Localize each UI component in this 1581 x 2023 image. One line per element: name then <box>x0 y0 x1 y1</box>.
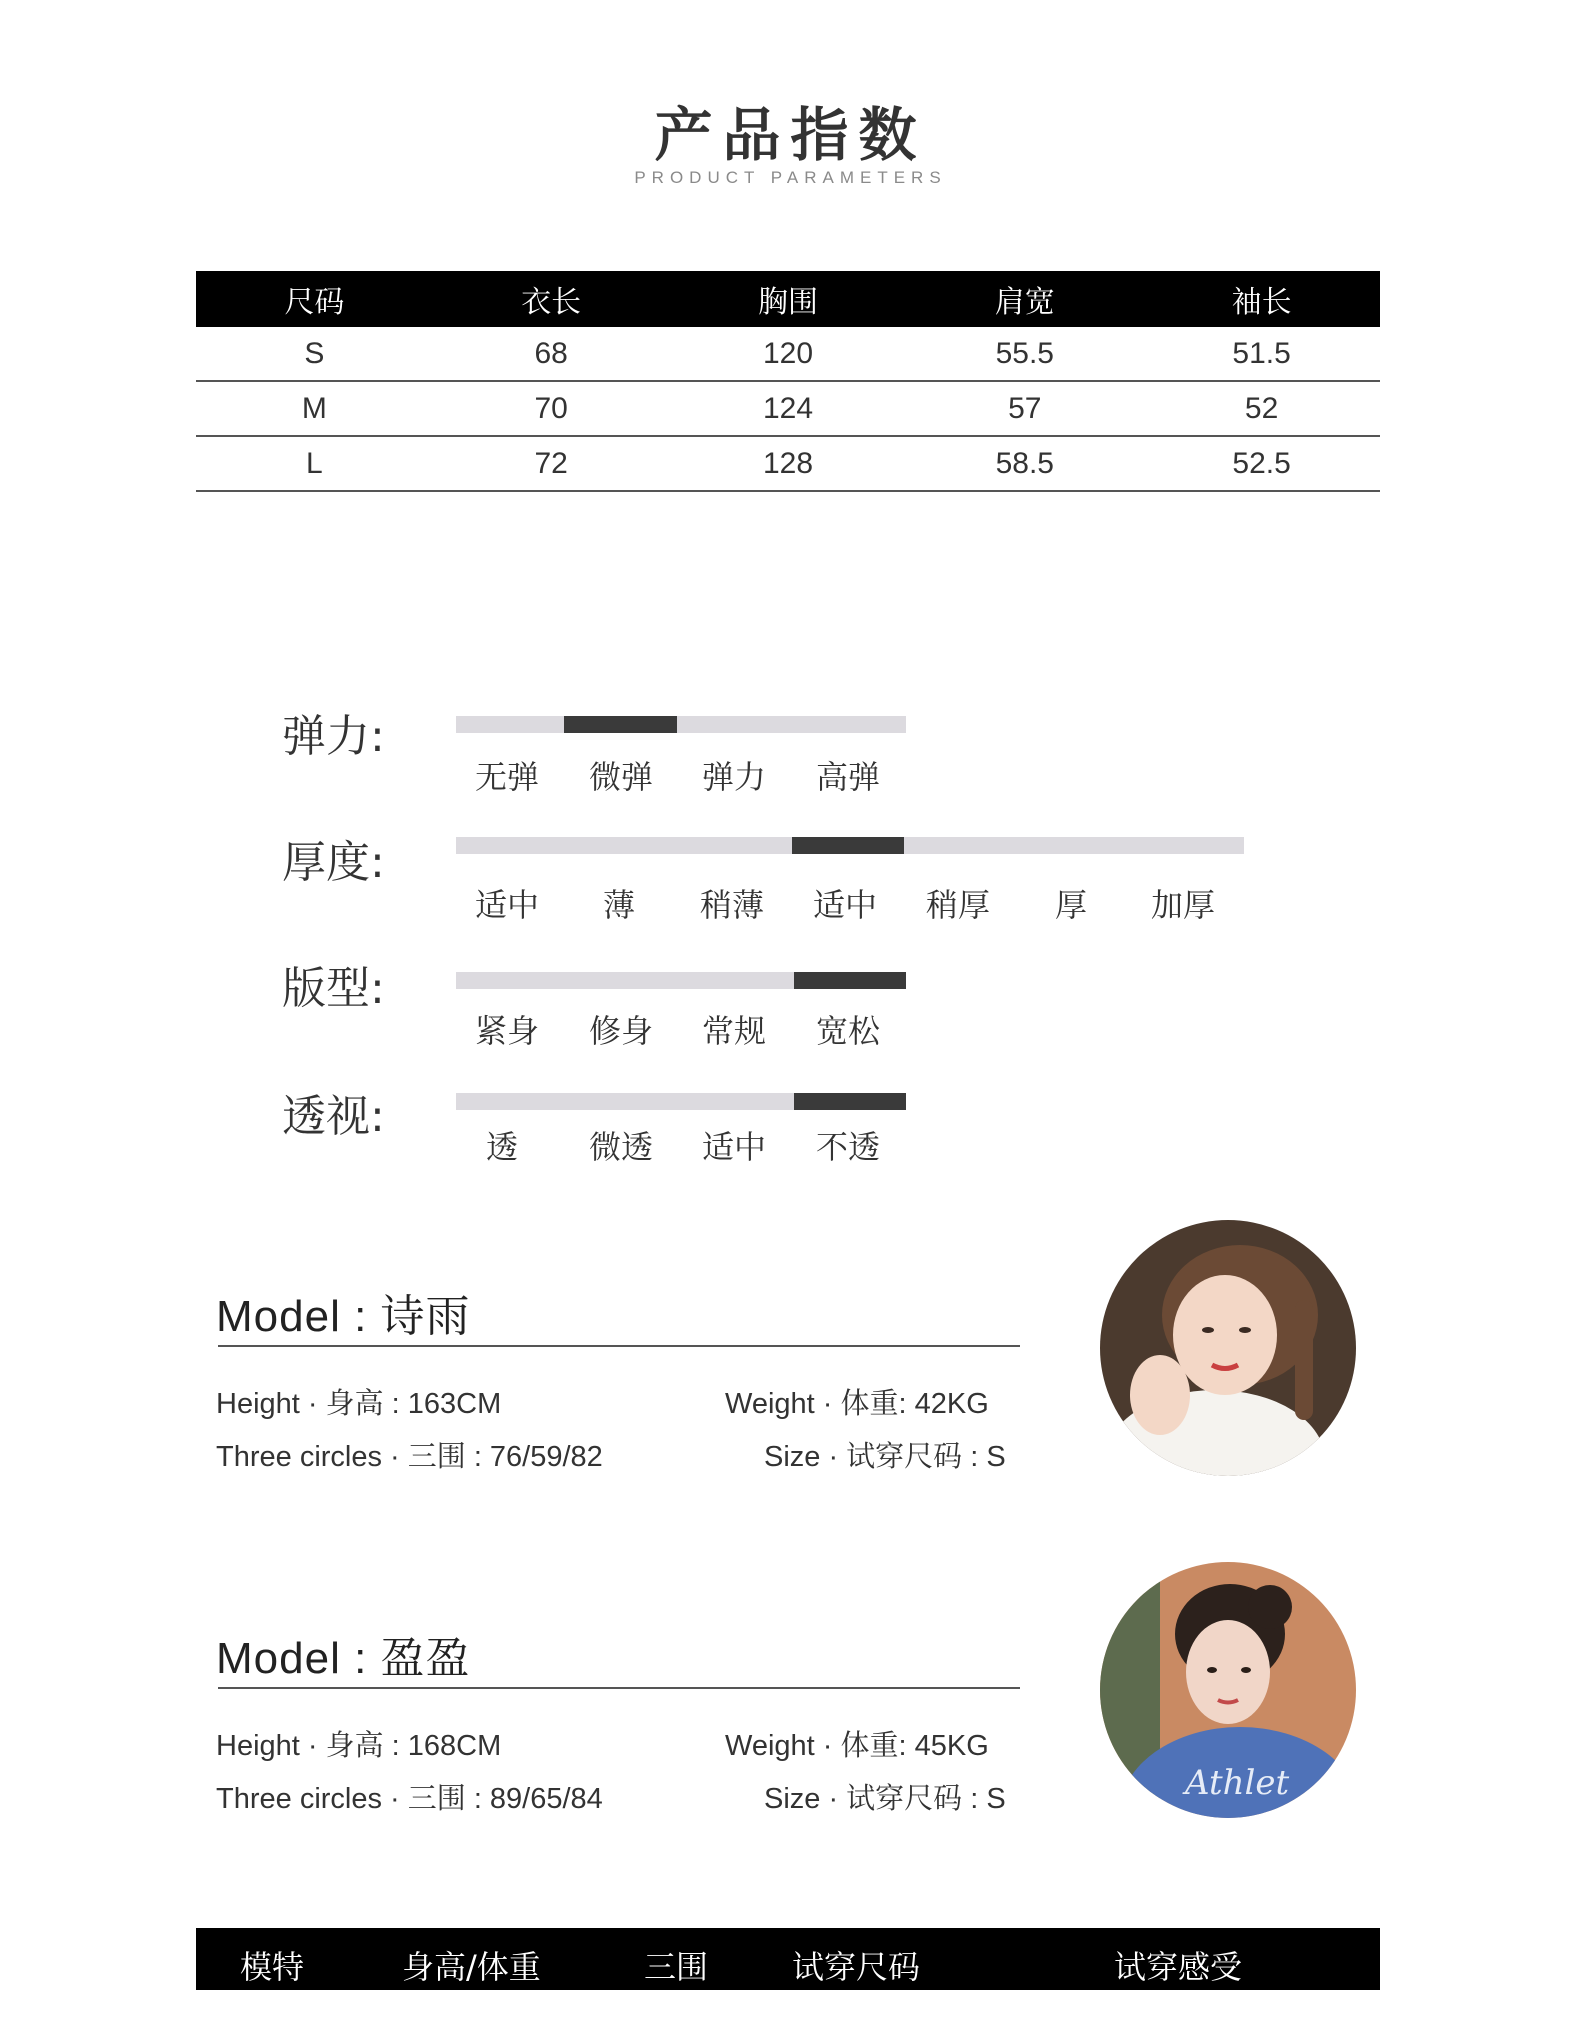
page-title: 产品指数 <box>654 101 927 169</box>
table-cell: 68 <box>534 336 568 370</box>
col-header-trial-feeling: 试穿感受 <box>1114 1948 1243 1986</box>
param-option: 不透 <box>815 1128 880 1166</box>
col-header-shoulder: 肩宽 <box>994 285 1055 320</box>
param-option: 加厚 <box>1150 886 1215 924</box>
transparency-bar <box>456 1093 906 1110</box>
param-option: 稍薄 <box>699 886 764 924</box>
param-label-elasticity: 弹力: <box>282 711 385 762</box>
param-option: 宽松 <box>815 1012 880 1050</box>
model-weight: Weight · 体重: 42KG <box>725 1388 989 1420</box>
model-height: Height · 身高 : 168CM <box>216 1730 502 1762</box>
model-height: Height · 身高 : 163CM <box>216 1388 502 1420</box>
svg-text:Athlet: Athlet <box>1185 1763 1290 1803</box>
model-portrait-illustration <box>1100 1220 1356 1476</box>
param-option: 透 <box>485 1128 518 1166</box>
elasticity-bar-indicator <box>564 716 677 733</box>
page-subtitle: PRODUCT PARAMETERS <box>634 168 947 187</box>
trial-table-header <box>196 1928 1380 1990</box>
model-measurements: Three circles · 三围 : 89/65/84 <box>216 1783 603 1815</box>
table-cell: 120 <box>762 336 814 370</box>
table-cell: 51.5 <box>1232 336 1291 370</box>
col-header-trial-size: 试穿尺码 <box>792 1948 921 1986</box>
table-cell: 70 <box>534 391 568 425</box>
table-row <box>196 437 1380 492</box>
param-label-thickness: 厚度: <box>282 837 385 888</box>
thickness-bar <box>456 837 1244 854</box>
model-name: Model : 诗雨 <box>216 1292 471 1341</box>
model-photo <box>1100 1562 1356 1818</box>
param-option: 常规 <box>701 1012 766 1050</box>
table-cell: S <box>304 336 325 370</box>
param-option: 适中 <box>812 886 877 924</box>
param-option: 适中 <box>474 886 539 924</box>
param-label-fit: 版型: <box>282 963 385 1014</box>
fit-bar-indicator <box>794 972 906 989</box>
param-label-transparency: 透视: <box>282 1091 385 1142</box>
model-trial-size: Size · 试穿尺码 : S <box>764 1783 1006 1815</box>
param-option: 紧身 <box>474 1012 539 1050</box>
param-option: 微弹 <box>588 758 653 796</box>
param-option: 无弹 <box>474 758 539 796</box>
table-cell: 58.5 <box>995 446 1054 480</box>
thickness-bar-indicator <box>792 837 904 854</box>
col-header-measurements: 三围 <box>644 1948 709 1986</box>
table-cell: 55.5 <box>995 336 1054 370</box>
col-header-sleeve: 袖长 <box>1231 285 1292 320</box>
col-header-length: 衣长 <box>521 285 582 320</box>
table-cell: 52.5 <box>1232 446 1291 480</box>
transparency-bar-indicator <box>794 1093 906 1110</box>
model-portrait-illustration <box>1100 1562 1356 1818</box>
table-cell: 52 <box>1244 391 1279 425</box>
table-cell: 72 <box>534 446 568 480</box>
size-table <box>196 271 1380 492</box>
param-option: 修身 <box>588 1012 653 1050</box>
model-name: Model : 盈盈 <box>216 1634 471 1683</box>
model-weight: Weight · 体重: 45KG <box>725 1730 989 1762</box>
col-header-bust: 胸围 <box>757 285 818 320</box>
col-header-height-weight: 身高/体重 <box>402 1948 541 1986</box>
param-option: 微透 <box>588 1128 653 1166</box>
fit-bar <box>456 972 906 989</box>
param-option: 高弹 <box>815 758 880 796</box>
table-cell: 128 <box>762 446 814 480</box>
divider <box>218 1345 1020 1347</box>
table-cell: 124 <box>762 391 814 425</box>
param-option: 薄 <box>602 886 635 924</box>
param-option: 稍厚 <box>925 886 990 924</box>
table-cell: M <box>301 391 327 425</box>
param-option: 适中 <box>701 1128 766 1166</box>
divider <box>218 1687 1020 1689</box>
table-cell: L <box>306 446 323 480</box>
col-header-size: 尺码 <box>284 285 345 320</box>
model-trial-size: Size · 试穿尺码 : S <box>764 1441 1006 1473</box>
table-row <box>196 327 1380 382</box>
param-option: 厚 <box>1054 886 1087 924</box>
model-photo <box>1100 1220 1356 1476</box>
model-measurements: Three circles · 三围 : 76/59/82 <box>216 1441 603 1473</box>
elasticity-bar <box>456 716 906 733</box>
size-table-header <box>196 271 1380 327</box>
table-cell: 57 <box>1008 391 1042 425</box>
col-header-model: 模特 <box>240 1948 305 1986</box>
table-row <box>196 382 1380 437</box>
param-option: 弹力 <box>701 758 766 796</box>
